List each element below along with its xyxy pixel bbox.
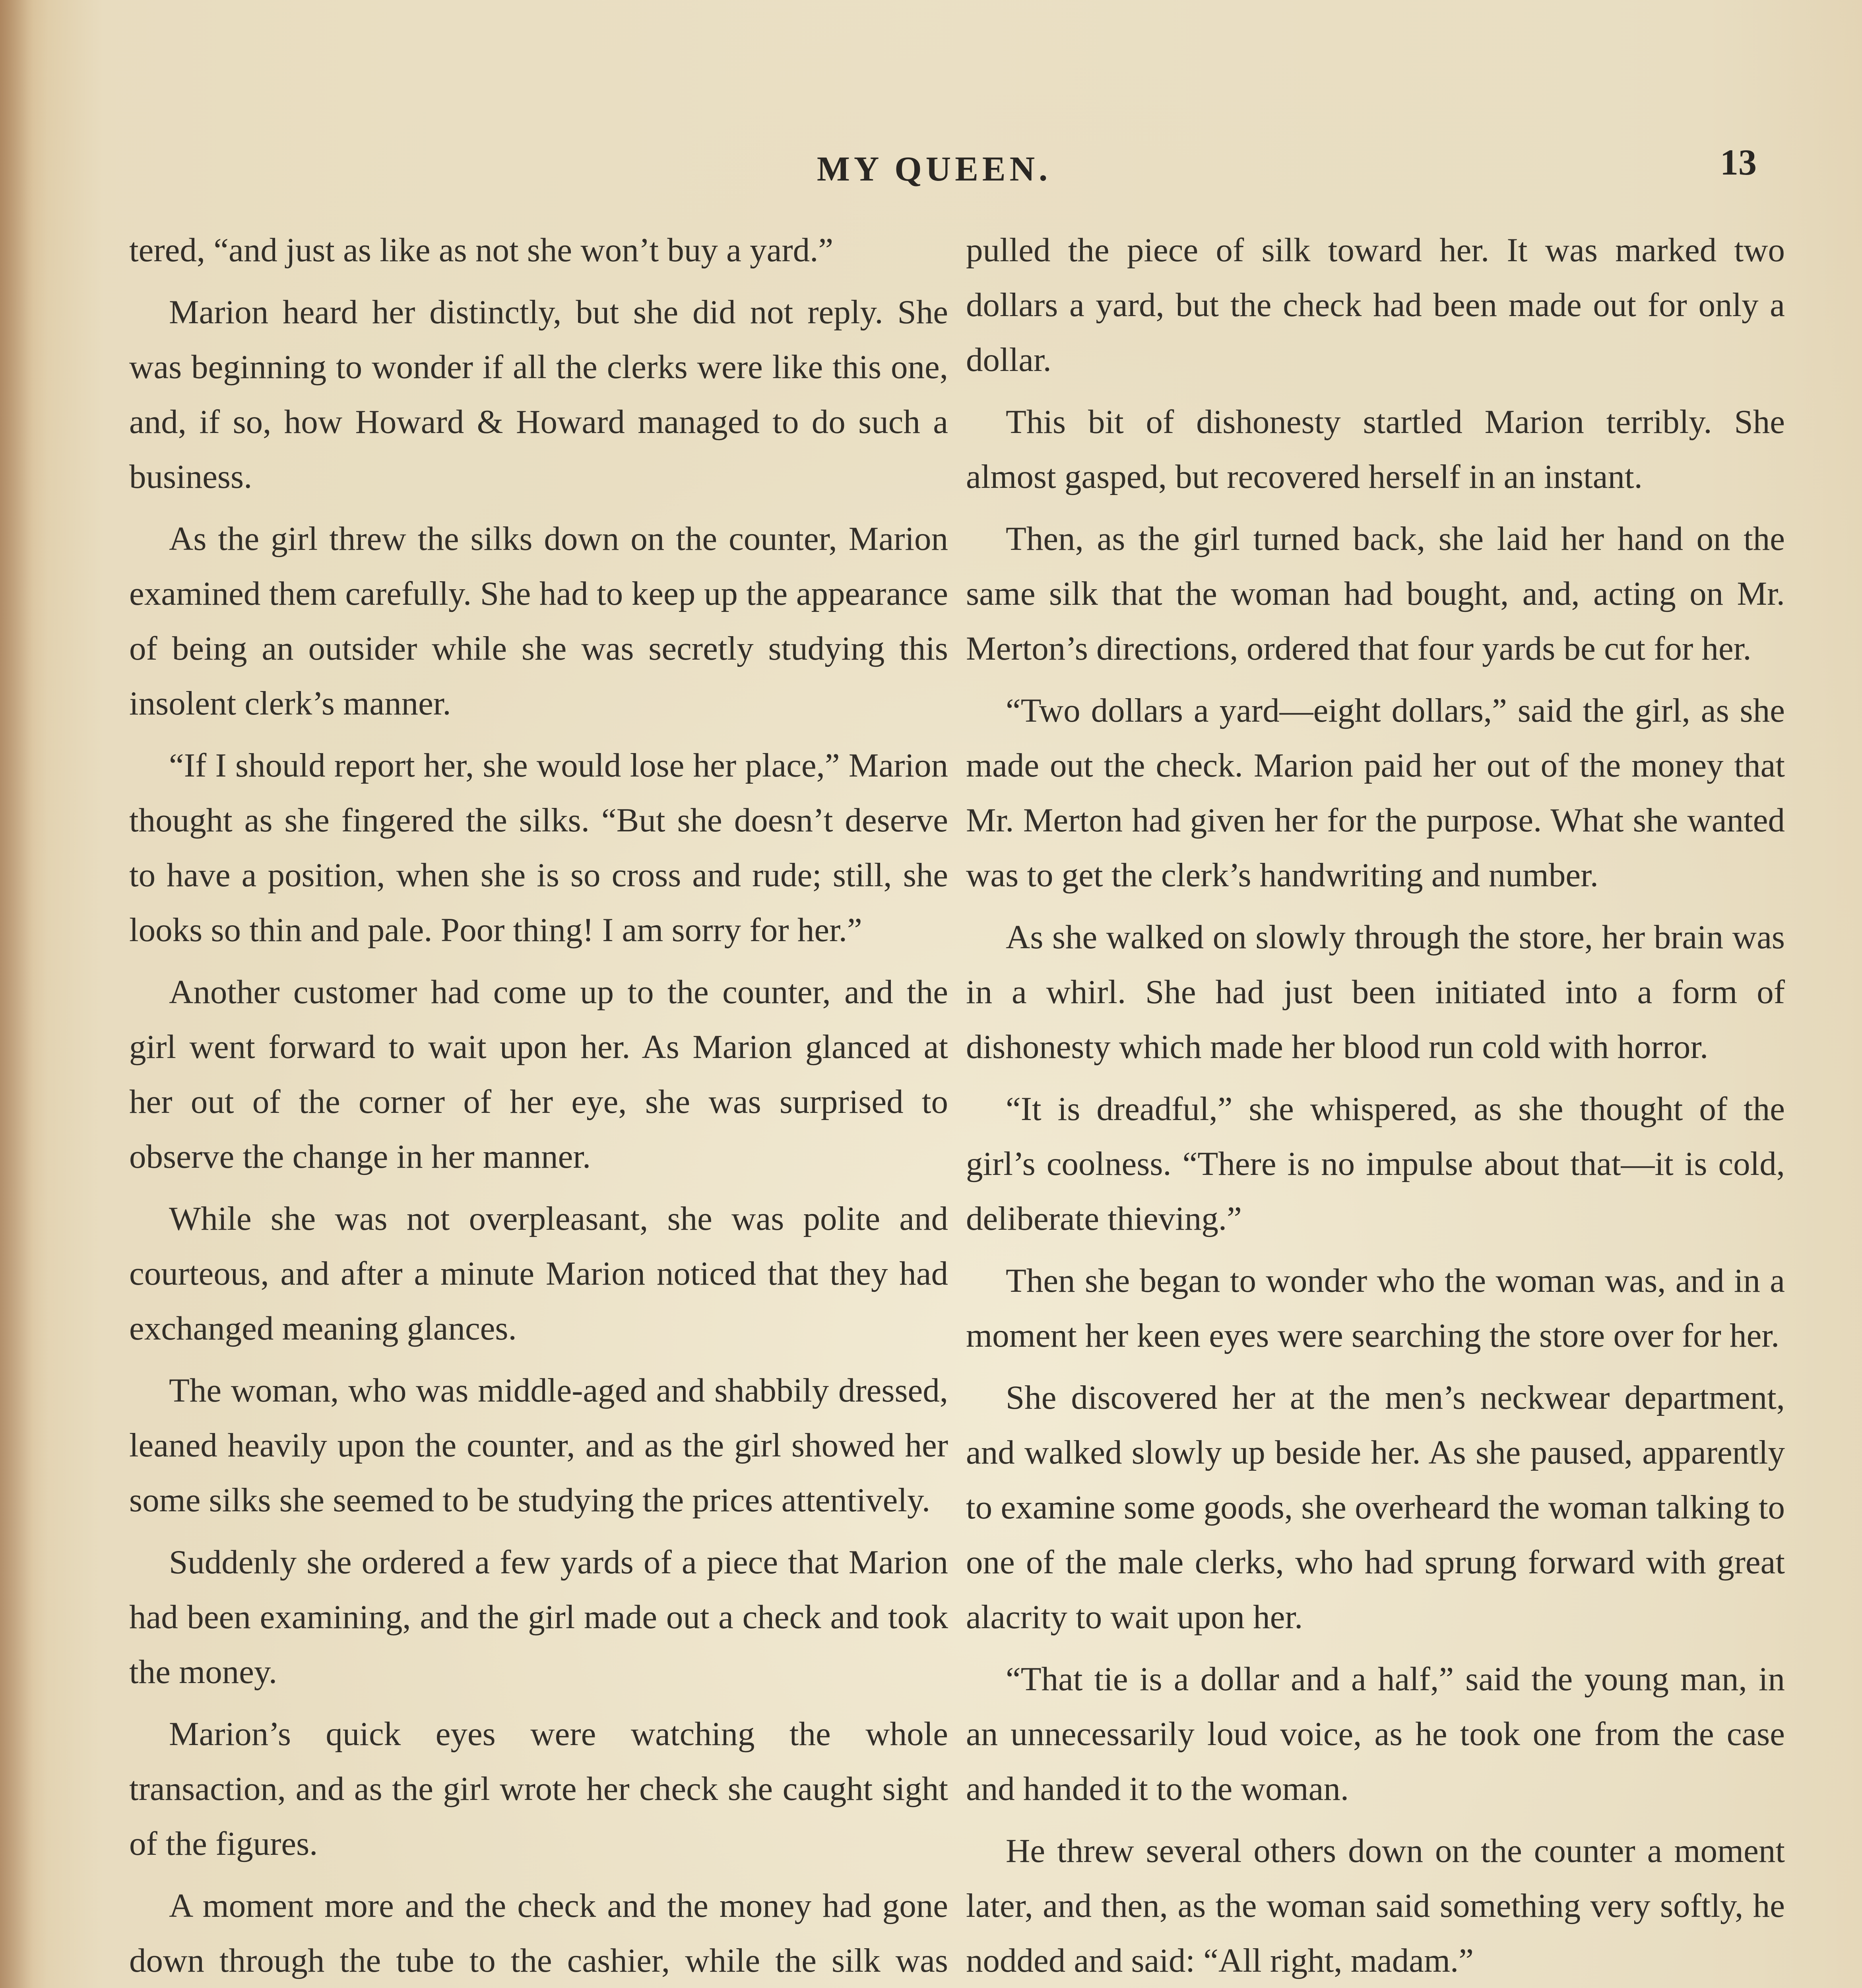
left-column xyxy=(129,223,948,1988)
paragraph: Then she began to wonder who the woman was, and in a moment her keen eyes were searching the store over for her. xyxy=(966,1262,1785,1354)
paragraph: A moment more and the check and the money had gone down through the tube to the cashier, while the silk was xyxy=(129,1887,948,1979)
paragraph: He threw several others down on the counter a moment later, and then, as the woman said something very softly, he nodded and said: “All right, madam.” xyxy=(966,1832,1785,1979)
paragraph: Suddenly she ordered a few yards of a piece that Marion had been examining, and the girl made out a check and took the money. xyxy=(129,1543,948,1691)
paragraph: Then, as the girl turned back, she laid her hand on the same silk that the woman had bought, and, acting on Mr. Merton’s directions, ordered that four yards be cut for her. xyxy=(966,520,1785,667)
paragraph: This bit of dishonesty startled Marion terribly. She almost gasped, but recovered herself in an instant. xyxy=(966,403,1785,495)
paragraph: “If I should report her, she would lose her place,” Marion thought as she fingered the silks. “But she doesn’t deserve to have a position, when she is so cross and rude; still, she looks so thin and pale. Poor thing! I am sorry for her.” xyxy=(129,747,948,949)
paragraph: Marion heard her distinctly, but she did not reply. She was beginning to wonder if all the clerks were like this one, and, if so, how Howard & Howard managed to do such a business. xyxy=(129,293,948,495)
paragraph: As the girl threw the silks down on the counter, Marion examined them carefully. She had to keep up the appearance of being an outsider while she was secretly studying this insolent clerk’s manner. xyxy=(129,520,948,722)
paragraph: pulled the piece of silk toward her. It was marked two dollars a yard, but the check had been made out for only a dollar. xyxy=(966,231,1785,379)
right-column xyxy=(966,223,1785,1988)
running-head: MY QUEEN. xyxy=(817,150,1052,188)
paragraph: “Two dollars a yard—eight dollars,” said the girl, as she made out the check. Marion paid her out of the money that Mr. Merton had given her for the purpose. What she wanted was to get the clerk’s handwriting and number. xyxy=(966,692,1785,894)
paragraph: As she walked on slowly through the store, her brain was in a whirl. She had just been initiated into a form of dishonesty which made her blood run cold with horror. xyxy=(966,918,1785,1066)
paragraph: “That tie is a dollar and a half,” said the young man, in an unnecessarily loud voice, as he took one from the case and handed it to the woman. xyxy=(966,1660,1785,1807)
paragraph: She discovered her at the men’s neckwear department, and walked slowly up beside her. As she paused, apparently to examine some goods, she overheard the woman talking to one of the male clerks, who had sprung forward with great alacrity to wait upon her. xyxy=(966,1379,1785,1636)
paragraph: tered, “and just as like as not she won’t buy a yard.” xyxy=(129,231,834,269)
paragraph: “It is dreadful,” she whispered, as she thought of the girl’s coolness. “There is no impulse about that—it is cold, deliberate thieving.” xyxy=(966,1090,1785,1237)
paragraph: Another customer had come up to the counter, and the girl went forward to wait upon her. As Marion glanced at her out of the corner of her eye, she was surprised to observe the change in her manner. xyxy=(129,973,948,1175)
paragraph: Marion’s quick eyes were watching the whole transaction, and as the girl wrote her check she caught sight of the figures. xyxy=(129,1715,948,1862)
page-edge-stain xyxy=(0,0,48,1988)
paragraph: While she was not overpleasant, she was polite and courteous, and after a minute Marion noticed that they had exchanged meaning glances. xyxy=(129,1200,948,1347)
page-number: 13 xyxy=(1720,142,1757,182)
paragraph: The woman, who was middle-aged and shabbily dressed, leaned heavily upon the counter, and as the girl showed her some silks she seemed to be studying the prices attentively. xyxy=(129,1372,948,1519)
